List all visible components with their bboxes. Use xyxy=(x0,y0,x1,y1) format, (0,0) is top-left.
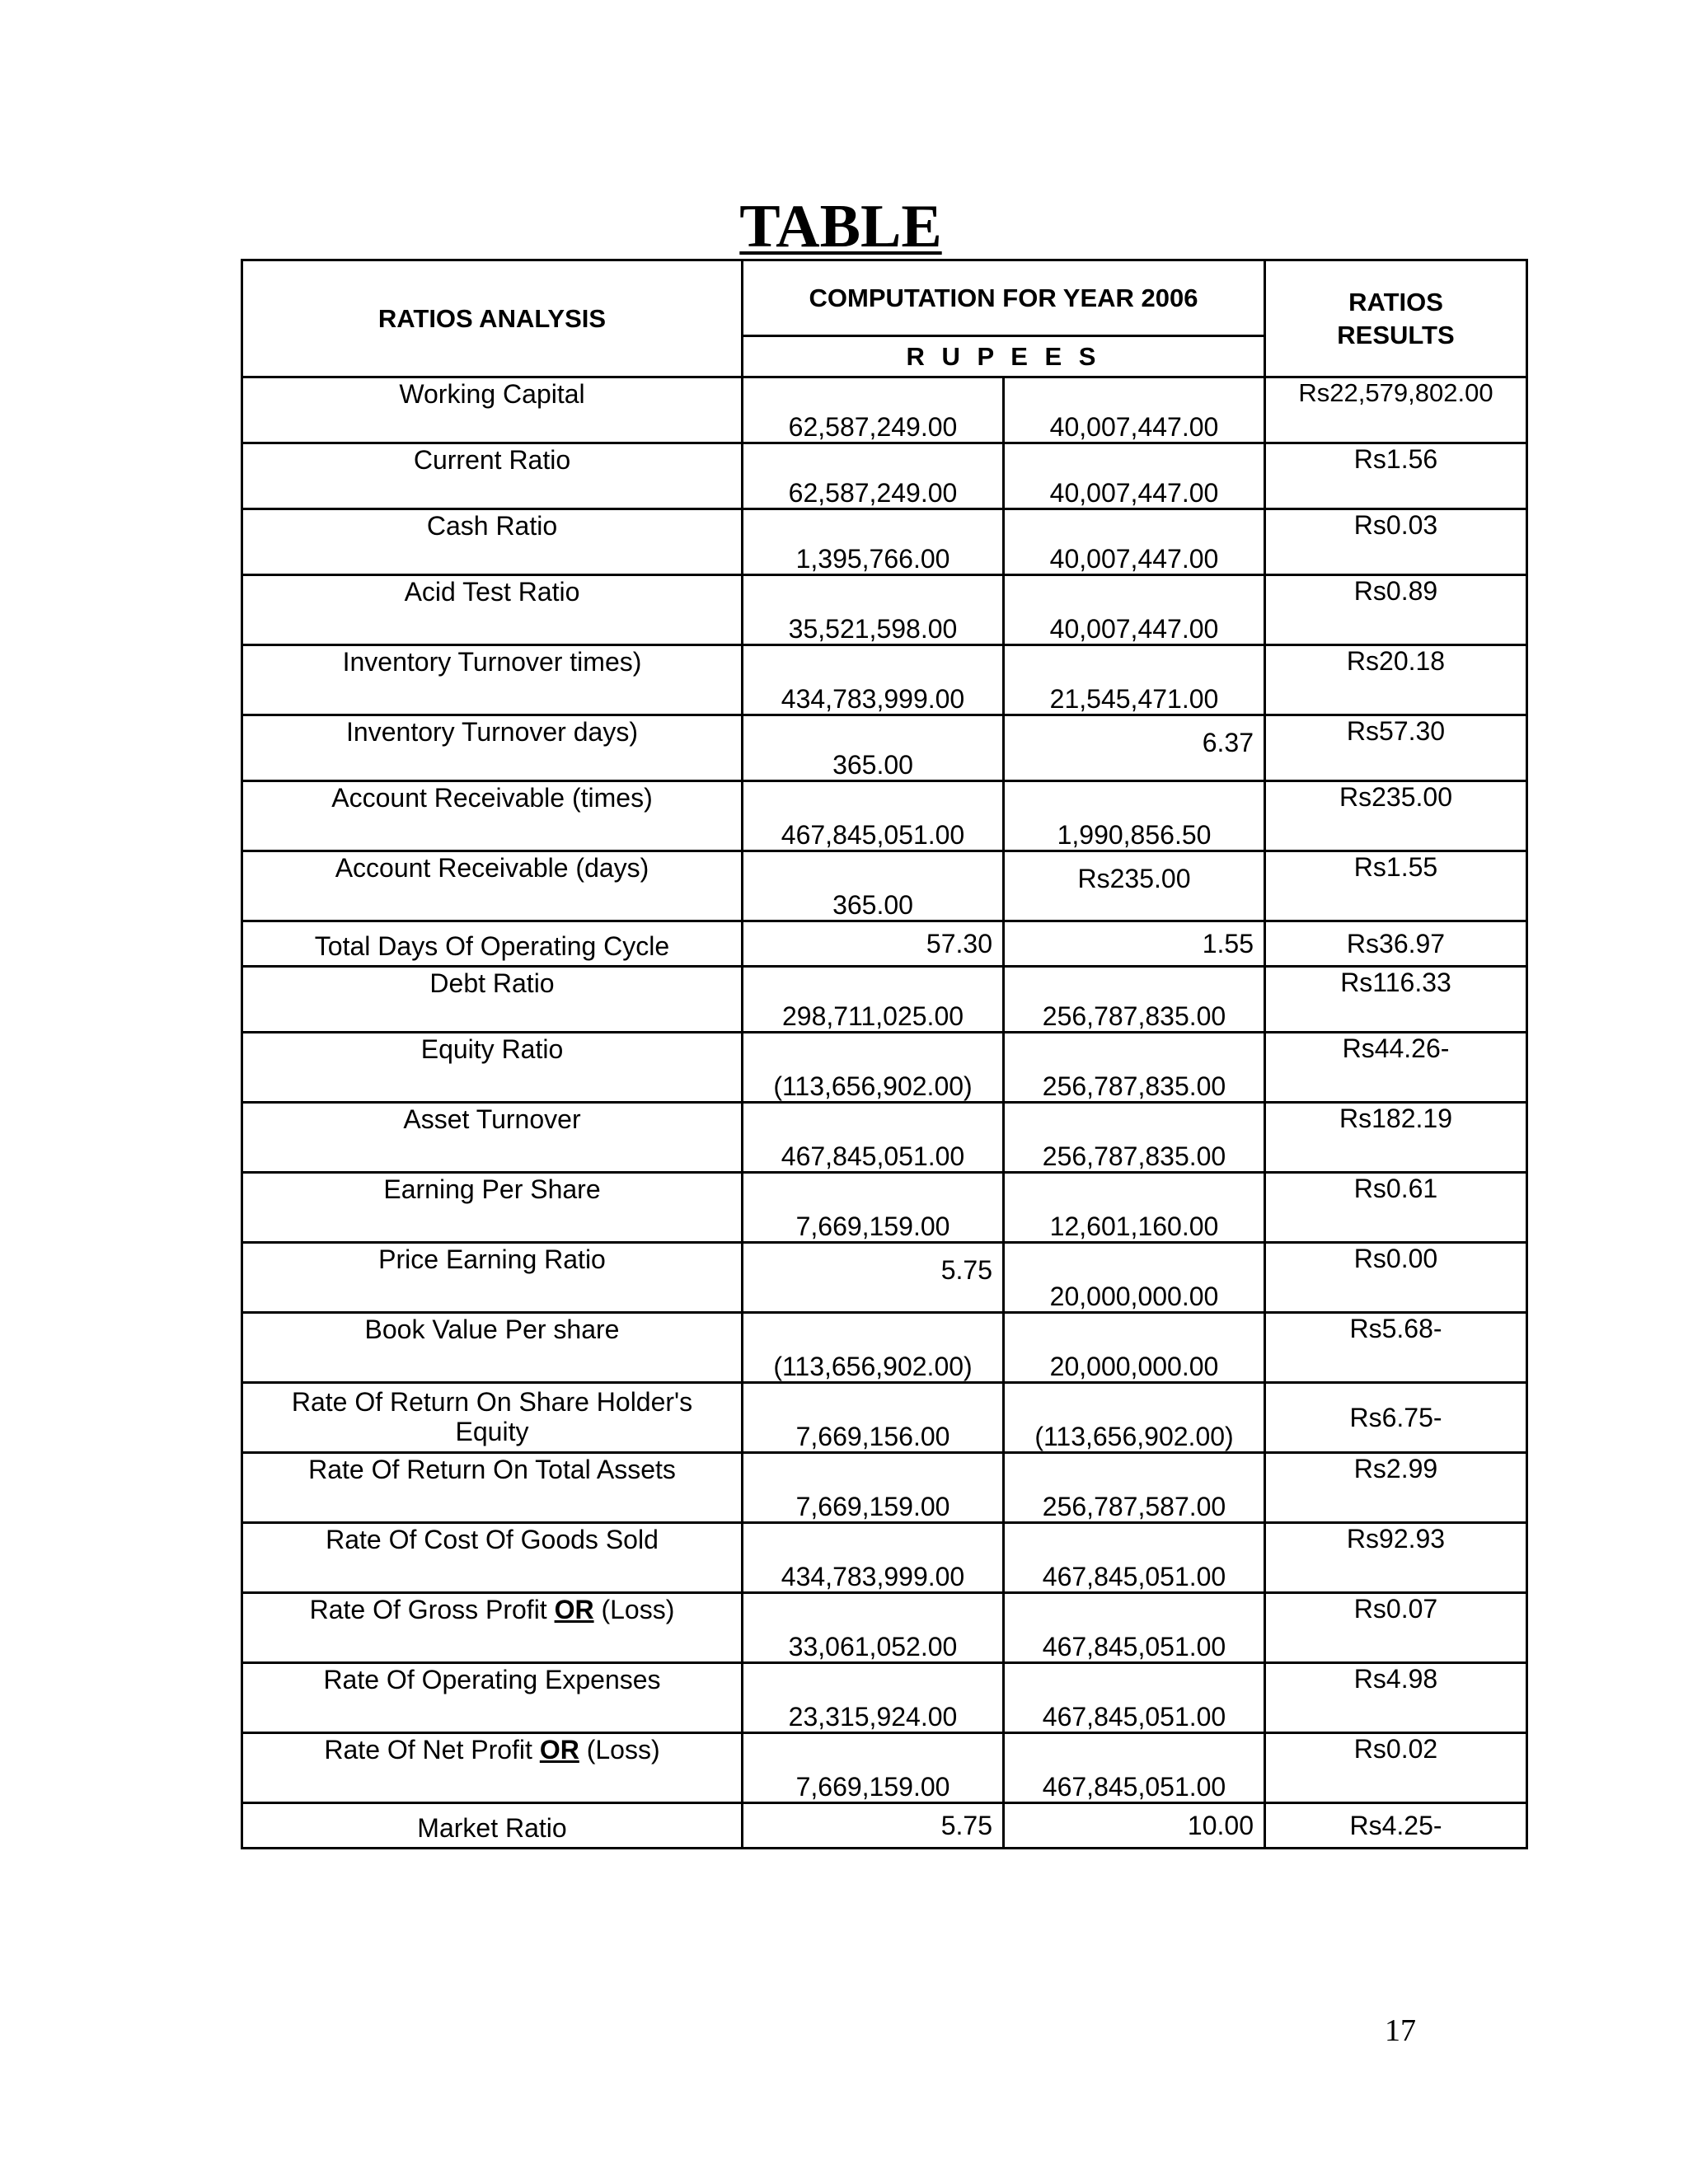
row-result: Rs0.61 xyxy=(1265,1173,1527,1243)
row-numerator: 365.00 xyxy=(743,715,1004,781)
row-label: Cash Ratio xyxy=(242,509,743,575)
row-result: Rs0.03 xyxy=(1265,509,1527,575)
row-label: Rate Of Gross Profit OR (Loss) xyxy=(242,1593,743,1663)
table-row xyxy=(242,1243,1527,1313)
row-numerator: (113,656,902.00) xyxy=(743,1313,1004,1383)
row-numerator: 7,669,159.00 xyxy=(743,1173,1004,1243)
row-denominator: 40,007,447.00 xyxy=(1004,443,1265,509)
row-result: Rs4.98 xyxy=(1265,1663,1527,1733)
row-numerator: 7,669,156.00 xyxy=(743,1383,1004,1453)
table-row xyxy=(242,1733,1527,1803)
header-ratios-results: RATIOS RESULTS xyxy=(1265,260,1527,377)
row-numerator: 365.00 xyxy=(743,851,1004,921)
row-result: Rs1.56 xyxy=(1265,443,1527,509)
table-row xyxy=(242,1593,1527,1663)
row-denominator: 1,990,856.50 xyxy=(1004,781,1265,851)
table-row xyxy=(242,1523,1527,1593)
row-label: Account Receivable (times) xyxy=(242,781,743,851)
row-label: Asset Turnover xyxy=(242,1103,743,1173)
row-label: Account Receivable (days) xyxy=(242,851,743,921)
row-denominator: 40,007,447.00 xyxy=(1004,377,1265,443)
row-denominator: 467,845,051.00 xyxy=(1004,1663,1265,1733)
row-denominator: (113,656,902.00) xyxy=(1004,1383,1265,1453)
row-result: Rs6.75- xyxy=(1265,1383,1527,1453)
row-denominator: 467,845,051.00 xyxy=(1004,1733,1265,1803)
row-label: Earning Per Share xyxy=(242,1173,743,1243)
row-result: Rs57.30 xyxy=(1265,715,1527,781)
row-label: Inventory Turnover days) xyxy=(242,715,743,781)
table-row xyxy=(242,921,1527,967)
page-number: 17 xyxy=(1385,2013,1416,2048)
table-row xyxy=(242,1803,1527,1849)
row-result: Rs182.19 xyxy=(1265,1103,1527,1173)
ratios-table xyxy=(241,259,1528,1849)
row-numerator: (113,656,902.00) xyxy=(743,1033,1004,1103)
row-result: Rs92.93 xyxy=(1265,1523,1527,1593)
row-numerator: 33,061,052.00 xyxy=(743,1593,1004,1663)
row-label: Acid Test Ratio xyxy=(242,575,743,645)
table-row xyxy=(242,1663,1527,1733)
row-result: Rs1.55 xyxy=(1265,851,1527,921)
row-denominator: 256,787,587.00 xyxy=(1004,1453,1265,1523)
table-row xyxy=(242,715,1527,781)
header-rupees: R U P E E S xyxy=(743,336,1265,377)
row-numerator: 7,669,159.00 xyxy=(743,1733,1004,1803)
row-denominator: 40,007,447.00 xyxy=(1004,509,1265,575)
row-numerator: 62,587,249.00 xyxy=(743,443,1004,509)
row-numerator: 57.30 xyxy=(743,921,1004,967)
row-denominator: 1.55 xyxy=(1004,921,1265,967)
table-row xyxy=(242,509,1527,575)
table-row xyxy=(242,1173,1527,1243)
row-denominator: 256,787,835.00 xyxy=(1004,1103,1265,1173)
row-numerator: 7,669,159.00 xyxy=(743,1453,1004,1523)
row-label: Inventory Turnover times) xyxy=(242,645,743,715)
row-label: Working Capital xyxy=(242,377,743,443)
row-label: Rate Of Cost Of Goods Sold xyxy=(242,1523,743,1593)
row-numerator: 35,521,598.00 xyxy=(743,575,1004,645)
row-label: Equity Ratio xyxy=(242,1033,743,1103)
row-result: Rs0.00 xyxy=(1265,1243,1527,1313)
row-result: Rs5.68- xyxy=(1265,1313,1527,1383)
row-denominator: 256,787,835.00 xyxy=(1004,1033,1265,1103)
row-result: Rs2.99 xyxy=(1265,1453,1527,1523)
table-row xyxy=(242,1033,1527,1103)
row-denominator: 20,000,000.00 xyxy=(1004,1243,1265,1313)
row-label: Market Ratio xyxy=(242,1803,743,1849)
table-row xyxy=(242,1313,1527,1383)
row-result: Rs0.02 xyxy=(1265,1733,1527,1803)
row-result: Rs116.33 xyxy=(1265,967,1527,1033)
row-label: Debt Ratio xyxy=(242,967,743,1033)
row-result: Rs36.97 xyxy=(1265,921,1527,967)
table-row xyxy=(242,377,1527,443)
row-numerator: 5.75 xyxy=(743,1243,1004,1313)
header-computation: COMPUTATION FOR YEAR 2006 xyxy=(743,260,1265,336)
row-result: Rs44.26- xyxy=(1265,1033,1527,1103)
row-numerator: 62,587,249.00 xyxy=(743,377,1004,443)
row-label: Total Days Of Operating Cycle xyxy=(242,921,743,967)
row-denominator: Rs235.00 xyxy=(1004,851,1265,921)
table-row xyxy=(242,967,1527,1033)
row-denominator: 40,007,447.00 xyxy=(1004,575,1265,645)
row-label: Rate Of Net Profit OR (Loss) xyxy=(242,1733,743,1803)
table-row xyxy=(242,645,1527,715)
table-row xyxy=(242,781,1527,851)
row-numerator: 467,845,051.00 xyxy=(743,781,1004,851)
row-numerator: 23,315,924.00 xyxy=(743,1663,1004,1733)
row-result: Rs22,579,802.00 xyxy=(1265,377,1527,443)
row-numerator: 1,395,766.00 xyxy=(743,509,1004,575)
row-denominator: 256,787,835.00 xyxy=(1004,967,1265,1033)
row-denominator: 20,000,000.00 xyxy=(1004,1313,1265,1383)
table-row xyxy=(242,851,1527,921)
row-label: Rate Of Return On Share Holder's Equity xyxy=(242,1383,743,1453)
table-row xyxy=(242,1103,1527,1173)
row-result: Rs235.00 xyxy=(1265,781,1527,851)
row-label: Price Earning Ratio xyxy=(242,1243,743,1313)
row-denominator: 467,845,051.00 xyxy=(1004,1593,1265,1663)
row-label: Current Ratio xyxy=(242,443,743,509)
header-ratios-analysis: RATIOS ANALYSIS xyxy=(242,260,743,377)
row-result: Rs4.25- xyxy=(1265,1803,1527,1849)
row-denominator: 21,545,471.00 xyxy=(1004,645,1265,715)
table-row xyxy=(242,575,1527,645)
row-numerator: 467,845,051.00 xyxy=(743,1103,1004,1173)
row-label: Rate Of Return On Total Assets xyxy=(242,1453,743,1523)
page-title: TABLE xyxy=(739,193,942,260)
table-row xyxy=(242,1453,1527,1523)
row-result: Rs0.07 xyxy=(1265,1593,1527,1663)
table-row xyxy=(242,443,1527,509)
table-row xyxy=(242,1383,1527,1453)
row-denominator: 12,601,160.00 xyxy=(1004,1173,1265,1243)
row-result: Rs0.89 xyxy=(1265,575,1527,645)
row-denominator: 10.00 xyxy=(1004,1803,1265,1849)
row-numerator: 298,711,025.00 xyxy=(743,967,1004,1033)
row-label: Rate Of Operating Expenses xyxy=(242,1663,743,1733)
row-denominator: 467,845,051.00 xyxy=(1004,1523,1265,1593)
row-result: Rs20.18 xyxy=(1265,645,1527,715)
row-numerator: 434,783,999.00 xyxy=(743,1523,1004,1593)
row-denominator: 6.37 xyxy=(1004,715,1265,781)
row-numerator: 5.75 xyxy=(743,1803,1004,1849)
row-label: Book Value Per share xyxy=(242,1313,743,1383)
row-numerator: 434,783,999.00 xyxy=(743,645,1004,715)
